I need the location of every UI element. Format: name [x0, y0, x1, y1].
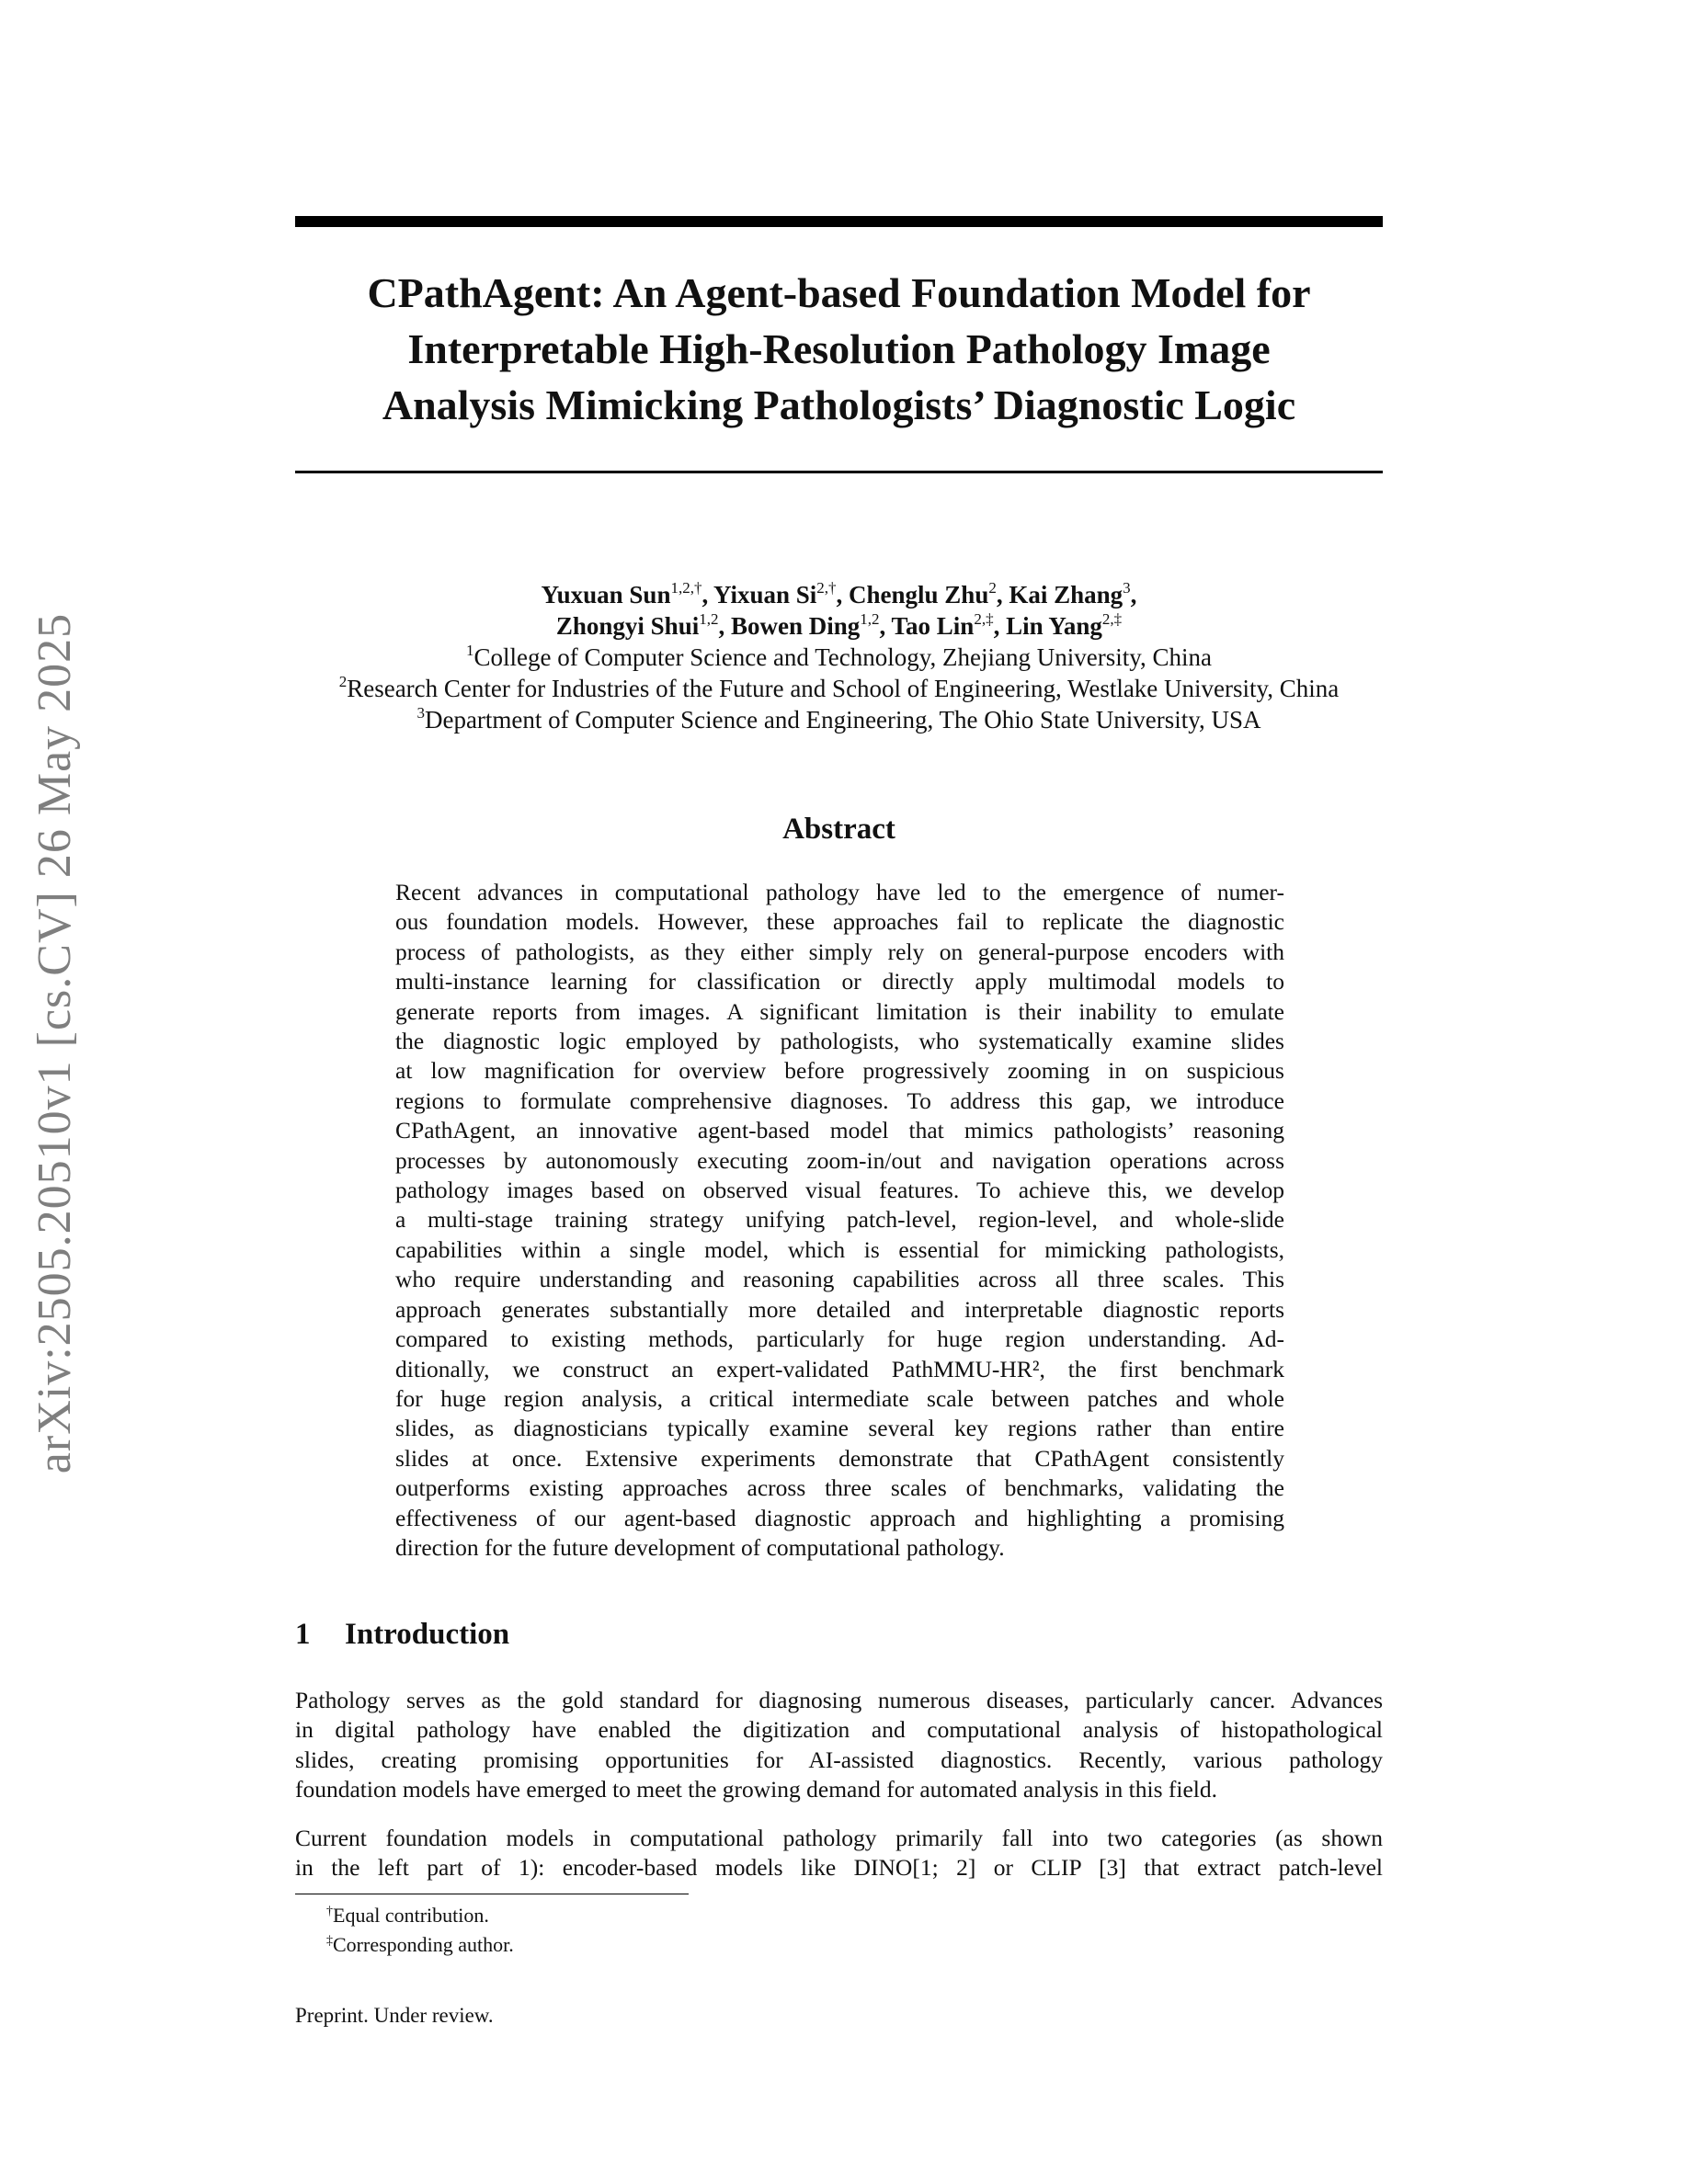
abstract-line: ditionally, we construct an expert-validated PathMMU-HR², the first benchmark: [395, 1355, 1284, 1382]
affiliation-line: [295, 642, 1383, 673]
author-row: [295, 579, 1383, 610]
paragraph-line: Current foundation models in computational pathology primarily fall into two categories (as shown: [295, 1825, 1383, 1851]
affiliation-mark: 1: [466, 642, 474, 659]
title-line: Analysis Mimicking Pathologists’ Diagnostic Logic: [382, 381, 1296, 428]
title-line: CPathAgent: An Agent-based Foundation Model for: [367, 269, 1311, 316]
abstract-line: CPathAgent, an innovative agent-based model that mimics pathologists’ reasoning: [395, 1117, 1284, 1144]
abstract-line: pathology images based on observed visual features. To achieve this, we develop: [395, 1177, 1284, 1204]
arxiv-identifier: arXiv:2505.20510v1 [cs.CV] 26 May 2025: [29, 612, 81, 1474]
footnote-text: Corresponding author.: [333, 1933, 514, 1956]
abstract-line: multi-instance learning for classification or directly apply multimodal models to: [395, 968, 1284, 995]
author-name: , Kai Zhang: [996, 581, 1123, 609]
abstract-line: for huge region analysis, a critical intermediate scale between patches and whole: [395, 1384, 1284, 1412]
paragraph-line: in the left part of 1): encoder-based models like DINO[1; 2] or CLIP [3] that extract patch-level: [295, 1854, 1383, 1882]
author-affiliation-mark: 1,2: [699, 610, 719, 628]
author-separator: ,: [1130, 581, 1137, 609]
author-name: , Chenglu Zhu: [836, 581, 989, 609]
section-heading-introduction: [295, 1618, 509, 1652]
footnote: [326, 1930, 514, 1960]
author-name: , Lin Yang: [993, 612, 1102, 640]
affiliation-line: [295, 673, 1383, 704]
body-paragraph: [295, 1686, 1383, 1805]
footnote-mark: †: [326, 1905, 333, 1918]
abstract-line: who require understanding and reasoning capabilities across all three scales. This: [395, 1266, 1284, 1293]
preprint-notice: Preprint. Under review.: [295, 2004, 494, 2027]
abstract-line: process of pathologists, as they either simply rely on general-purpose encoders with: [395, 938, 1284, 965]
footnotes: [326, 1901, 514, 1960]
body-paragraph: [295, 1824, 1383, 1883]
section-title: Introduction: [345, 1618, 510, 1651]
abstract-line: a multi-stage training strategy unifying patch-level, region-level, and whole-slide: [395, 1206, 1284, 1234]
abstract-line: approach generates substantially more detailed and interpretable diagnostic reports: [395, 1295, 1284, 1323]
abstract-text: [395, 878, 1284, 1563]
abstract-line: processes by autonomously executing zoom-in/out and navigation operations across: [395, 1146, 1284, 1174]
abstract-line: direction for the future development of computational pathology.: [395, 1533, 1005, 1561]
footnote-mark: ‡: [326, 1934, 333, 1948]
author-name: , Bowen Ding: [718, 612, 861, 640]
author-row: [295, 610, 1383, 642]
paragraph-line: Pathology serves as the gold standard for diagnosing numerous diseases, particularly cancer. Advances: [295, 1687, 1383, 1713]
paragraph-line: foundation models have emerged to meet the growing demand for automated analysis in this field.: [295, 1776, 1217, 1803]
author-affiliation-mark: 2,‡: [974, 610, 994, 628]
abstract-line: outperforms existing approaches across three scales of benchmarks, validating the: [395, 1474, 1284, 1502]
author-affiliation-mark: 2: [988, 579, 997, 597]
author-name: , Yixuan Si: [701, 581, 817, 609]
author-affiliation-mark: 1,2: [860, 610, 880, 628]
abstract-line: at low magnification for overview before progressively zooming in on suspicious: [395, 1057, 1284, 1085]
author-name: , Tao Lin: [879, 612, 975, 640]
abstract-line: slides, as diagnosticians typically examine several key regions rather than entire: [395, 1415, 1284, 1442]
footnote-text: Equal contribution.: [333, 1904, 489, 1927]
abstract-line: Recent advances in computational pathology have led to the emergence of numer-: [395, 879, 1284, 905]
abstract-line: generate reports from images. A significant limitation is their inability to emulate: [395, 997, 1284, 1025]
title-bottom-rule: [295, 471, 1383, 473]
author-affiliation-mark: 2,†: [816, 579, 837, 597]
author-affiliation-mark: 1,2,†: [670, 579, 702, 597]
abstract-line: compared to existing methods, particularly for huge region understanding. Ad-: [395, 1325, 1284, 1353]
author-name: Zhongyi Shui: [555, 612, 700, 640]
abstract-line: the diagnostic logic employed by pathologists, who systematically examine slides: [395, 1028, 1284, 1055]
title-top-rule: [295, 216, 1383, 227]
affiliation-line: [295, 704, 1383, 735]
paragraph-line: in digital pathology have enabled the digitization and computational analysis of histopathological: [295, 1716, 1383, 1744]
abstract-line: regions to formulate comprehensive diagnoses. To address this gap, we introduce: [395, 1086, 1284, 1114]
affiliation-text: Research Center for Industries of the Future and School of Engineering, Westlake University, China: [347, 675, 1340, 702]
author-name: Yuxuan Sun: [541, 581, 671, 609]
paragraph-line: slides, creating promising opportunities for AI-assisted diagnostics. Recently, various pathology: [295, 1746, 1383, 1773]
abstract-line: capabilities within a single model, which is essential for mimicking pathologists,: [395, 1235, 1284, 1263]
section-number: 1: [295, 1618, 311, 1651]
footnote: [326, 1901, 514, 1930]
affiliation-mark: 3: [416, 704, 425, 722]
abstract-line: slides at once. Extensive experiments demonstrate that CPathAgent consistently: [395, 1444, 1284, 1472]
title-line: Interpretable High-Resolution Pathology Image: [407, 325, 1271, 372]
affiliation-text: College of Computer Science and Technology, Zhejiang University, China: [473, 643, 1212, 671]
affiliation-mark: 2: [338, 673, 348, 690]
paper-title: [295, 265, 1383, 433]
author-affiliation-mark: 2,‡: [1101, 610, 1123, 628]
affiliation-text: Department of Computer Science and Engineering, The Ohio State University, USA: [424, 706, 1261, 734]
author-block: [295, 579, 1383, 735]
abstract-heading: Abstract: [782, 813, 895, 846]
abstract-line: effectiveness of our agent-based diagnostic approach and highlighting a promising: [395, 1504, 1284, 1531]
abstract-line: ous foundation models. However, these approaches fail to replicate the diagnostic: [395, 908, 1284, 936]
author-affiliation-mark: 3: [1123, 579, 1131, 597]
